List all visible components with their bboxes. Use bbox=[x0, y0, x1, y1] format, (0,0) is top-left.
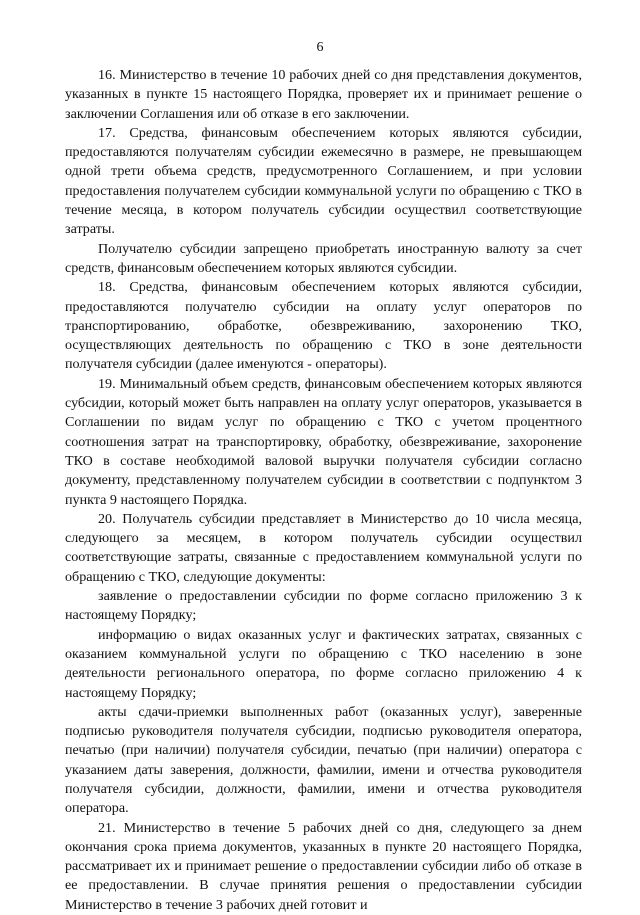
paragraph-17: 17. Средства, финансовым обеспечением которых являются субсидии, предоставляются получателям субсидии ежемесячно в размере, не превышающем одной трети объема средств, предусмотренного Соглашением, и при условии предоставления получателем субсидии коммунальной услуги по обращению с ТКО в течение месяца, в котором получатель субсидии осуществил соответствующие затраты. bbox=[65, 124, 582, 238]
paragraph-16: 16. Министерство в течение 10 рабочих дней со дня представления документов, указанных в пункте 15 настоящего Порядка, проверяет их и принимает решение о заключении Соглашения или об отказе в его заключении. bbox=[65, 67, 582, 122]
page-number: 6 bbox=[316, 40, 324, 55]
paragraph-21: 21. Министерство в течение 5 рабочих дней со дня, следующего за днем окончания срока приема документов, указанных в пункте 20 настоящего Порядка, рассматривает их и принимает решение о предоставлении субсидии либо об отказе в ее предоставлении. В случае принятия решения о предоставлении субсидии Министерство в течение 3 рабочих дней готовит и bbox=[65, 819, 582, 913]
paragraph-20-application: заявление о предоставлении субсидии по форме согласно приложению 3 к настоящему Порядку; bbox=[65, 588, 582, 624]
paragraph-17-currency: Получателю субсидии запрещено приобретать иностранную валюту за счет средств, финансовым обеспечением которых являются субсидии. bbox=[65, 240, 582, 276]
paragraph-18: 18. Средства, финансовым обеспечением которых являются субсидии, предоставляются получателю субсидии на оплату услуг операторов по транспортированию, обработке, обезвреживанию, захоронению ТКО, осуществляющих деятельность по обращению с ТКО в зоне деятельности получателя субсидии (далее именуются - операторы). bbox=[65, 279, 582, 373]
paragraph-20-acts: акты сдачи-приемки выполненных работ (оказанных услуг), заверенные подписью руководителя получателя субсидии, подписью руководителя оператора, печатью (при наличии) получателя субсидии, печатью (при наличии) оператора с указанием даты заверения, должности, фамилии, имени и отчества руководителя получателя субсидии, должности, фамилии, имени и отчества руководителя оператора. bbox=[65, 703, 582, 817]
paragraph-19: 19. Минимальный объем средств, финансовым обеспечением которых являются субсидии, который может быть направлен на оплату услуг операторов, указывается в Соглашении по видам услуг по обращению с ТКО с учетом процентного соотношения затрат на транспортировку, обработку, обезвреживание, захоронение ТКО в составе необходимой валовой выручки получателя субсидии согласно документу, представленному получателем субсидии в соответствии с подпунктом 3 пункта 9 настоящего Порядка. bbox=[65, 375, 582, 508]
paragraph-20: 20. Получатель субсидии представляет в Министерство до 10 числа месяца, следующего за месяцем, в котором получатель субсидии осуществил соответствующие затраты, связанные с предоставлением коммунальной услуги по обращению с ТКО, следующие документы: bbox=[65, 510, 582, 585]
document-body bbox=[65, 66, 582, 915]
paragraph-20-information: информацию о видах оказанных услуг и фактических затратах, связанных с оказанием коммунальной услуги по обращению с ТКО населению в зоне деятельности регионального оператора, по форме согласно приложению 4 к настоящему Порядку; bbox=[65, 626, 582, 701]
